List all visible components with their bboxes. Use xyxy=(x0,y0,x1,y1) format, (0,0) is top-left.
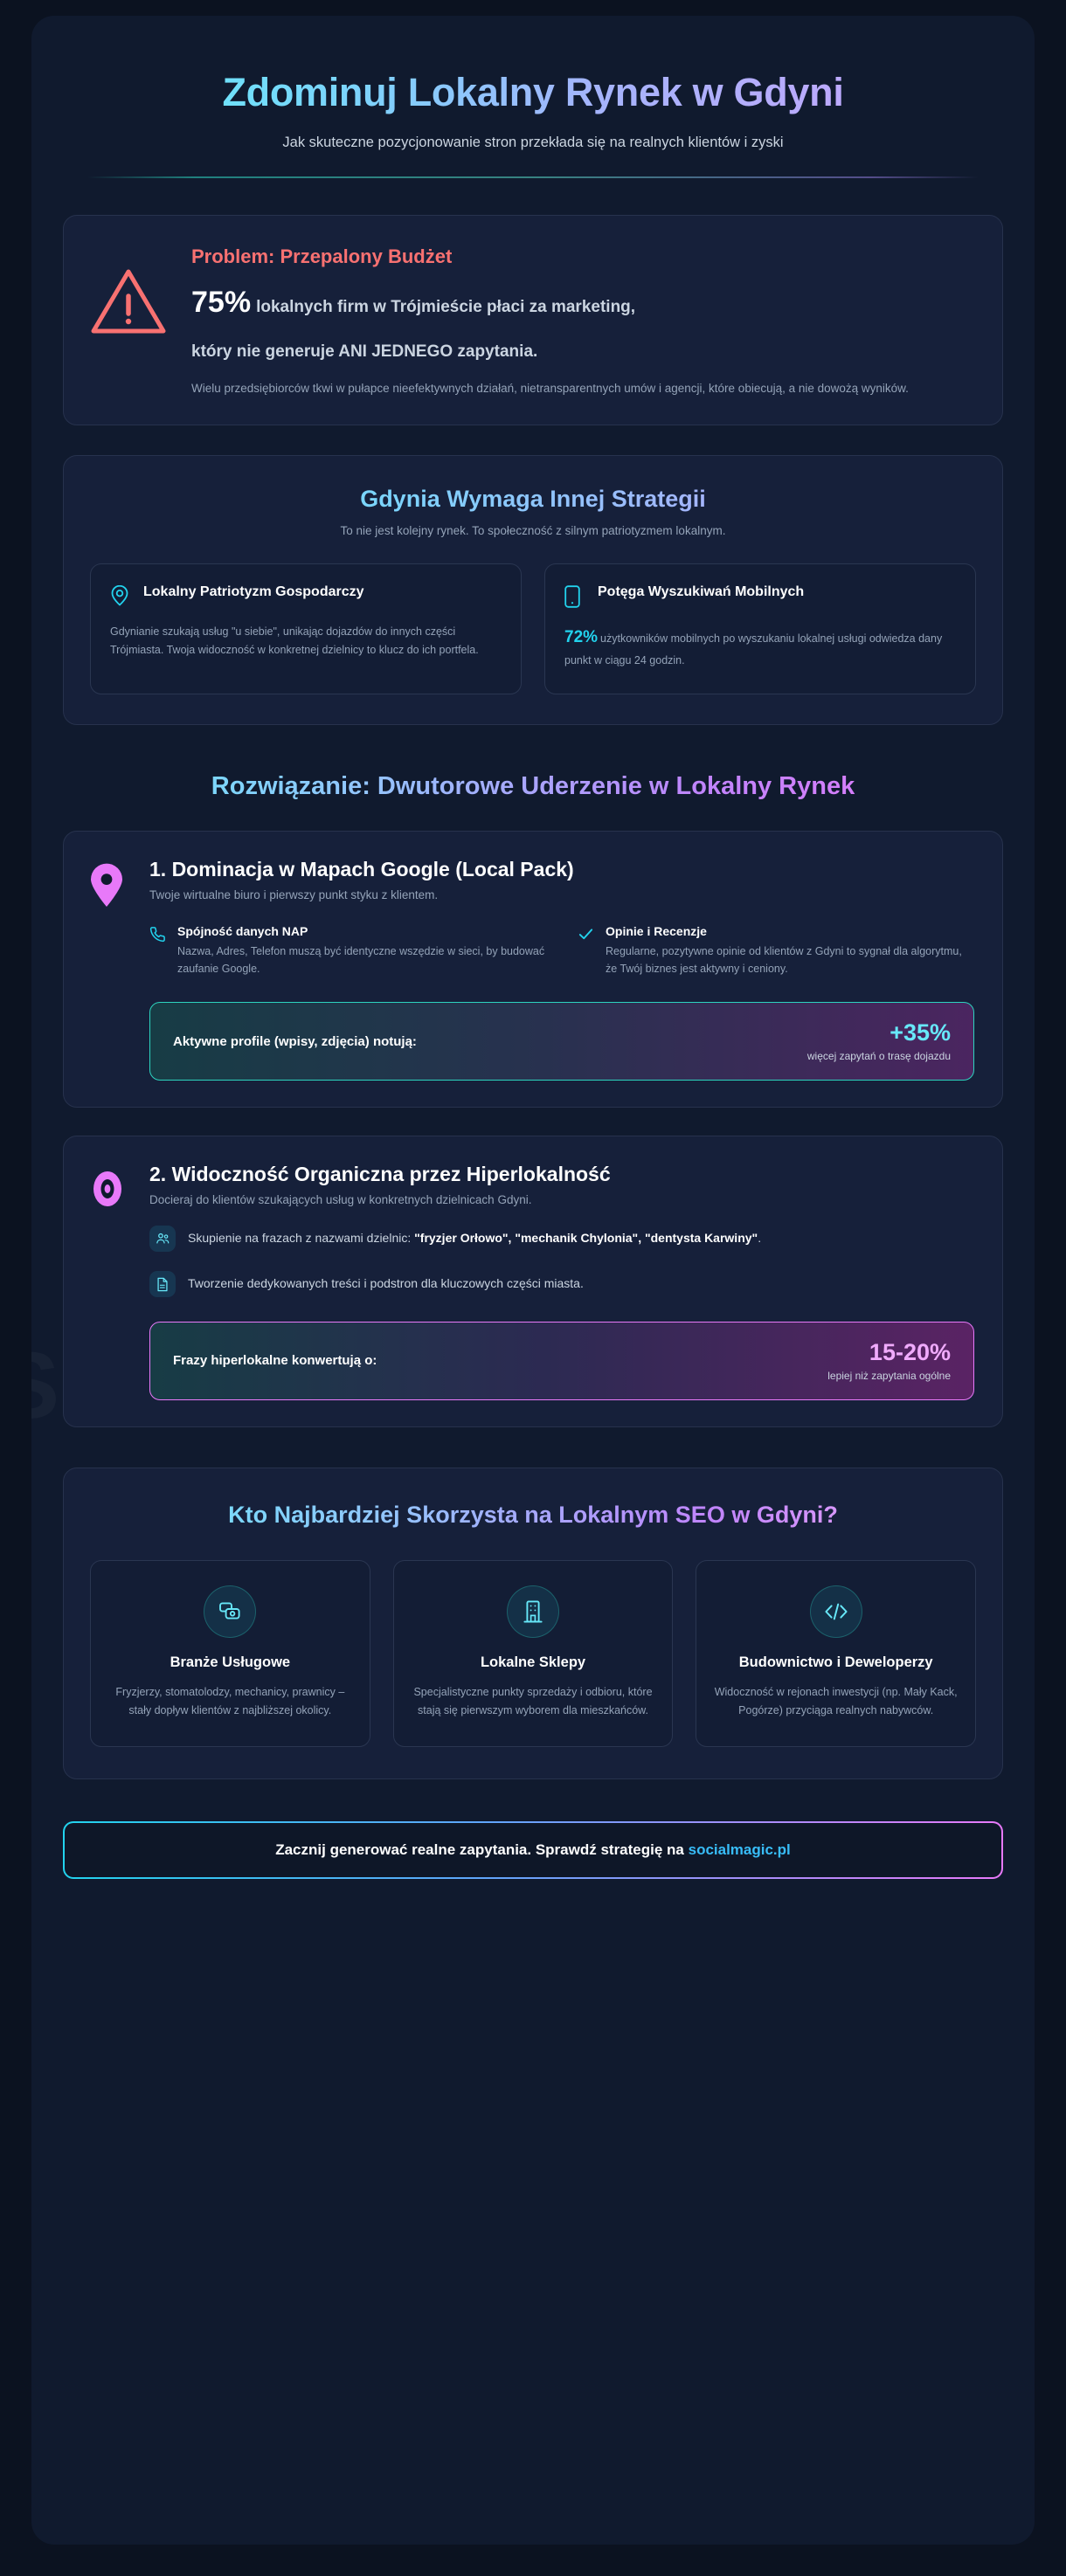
stat-banner-maps xyxy=(149,1002,974,1081)
bullet-row-text xyxy=(188,1226,761,1248)
problem-card xyxy=(63,215,1003,425)
pillar-body xyxy=(149,1163,974,1400)
header-divider xyxy=(87,176,979,178)
problem-body xyxy=(191,242,973,398)
bullet-nap-consistency xyxy=(149,924,546,977)
audience-item-text: Fryzjerzy, stomatolodzy, mechanicy, prawnicy – stały dopływ klientów z najbliższej okolicy. xyxy=(115,1686,345,1716)
audience-item-title: Branże Usługowe xyxy=(170,1654,291,1670)
pillar-subtitle: Twoje wirtualne biuro i pierwszy punkt styku z klientem. xyxy=(149,888,439,902)
bullet-text: Nazwa, Adres, Telefon muszą być identyczne wszędzie w sieci, by budować zaufanie Google. xyxy=(177,945,545,976)
audience-item-text: Widoczność w rejonach inwestycji (np. Mały Kack, Pogórze) przyciąga realnych nabywców. xyxy=(714,1686,958,1716)
header xyxy=(63,51,1003,178)
smartphone-icon xyxy=(564,584,585,612)
bullet-title: Spójność danych NAP xyxy=(177,924,308,939)
strategy-item-text: Gdynianie szukają usług "u siebie", unikając dojazdów do innych części Trójmiasta. Twoja widoczność w konkretnej dzielnicy to klucz do ich portfela. xyxy=(110,625,479,656)
strategy-item-title: Lokalny Patriotyzm Gospodarczy xyxy=(143,584,364,600)
audience-item-construction xyxy=(696,1560,976,1747)
pillar-subtitle: Docieraj do klientów szukających usług w konkretnych dzielnicach Gdyni. xyxy=(149,1193,532,1207)
bullet-row-content xyxy=(149,1271,974,1297)
stat-banner-right xyxy=(827,1340,951,1382)
audience-item-title: Lokalne Sklepy xyxy=(480,1654,586,1670)
cta-text xyxy=(86,1841,980,1859)
page-title: Zdominuj Lokalny Rynek w Gdyni xyxy=(140,70,926,116)
infographic-frame xyxy=(31,16,1035,2545)
stat-banner-organic xyxy=(149,1322,974,1400)
bullet-content xyxy=(177,924,546,977)
code-icon xyxy=(810,1585,862,1638)
map-pin-icon xyxy=(110,584,131,611)
pillar-title: 2. Widoczność Organiczna przez Hiperlokalność xyxy=(149,1163,611,1186)
strategy-card xyxy=(63,455,1003,725)
document-icon xyxy=(149,1271,176,1297)
strategy-item-text-body: użytkowników mobilnych po wyszukaniu lokalnej usługi odwiedza dany punkt w ciągu 24 godzin. xyxy=(564,632,943,667)
strategy-item-local-patriotism xyxy=(90,563,522,694)
eye-icon xyxy=(88,1163,128,1214)
audience-item-title: Budownictwo i Deweloperzy xyxy=(738,1654,933,1670)
stat-banner-caption: lepiej niż zapytania ogólne xyxy=(827,1369,951,1382)
problem-stat-line2: który nie generuje ANI JEDNEGO zapytania. xyxy=(191,342,538,361)
pillar-title: 1. Dominacja w Mapach Google (Local Pack) xyxy=(149,858,574,881)
cta-link[interactable]: socialmagic.pl xyxy=(688,1840,791,1858)
bullet-title: Opinie i Recenzje xyxy=(606,924,707,939)
cta-banner[interactable] xyxy=(63,1821,1003,1879)
audience-grid xyxy=(90,1560,976,1747)
content-root xyxy=(63,51,1003,1879)
problem-stat-line2-wrap xyxy=(191,339,973,365)
stat-banner-value: 15-20% xyxy=(869,1339,951,1366)
storefront-icon xyxy=(204,1585,256,1638)
strategy-item-header xyxy=(110,584,502,611)
strategy-item-header xyxy=(564,584,956,612)
strategy-card-grid xyxy=(90,563,976,694)
audience-item-services xyxy=(90,1560,370,1747)
bullet-row-suffix: . xyxy=(758,1231,762,1246)
pillar-card-maps xyxy=(63,831,1003,1108)
page-subtitle: Jak skuteczne pozycjonowanie stron przekłada się na realnych klientów i zyski xyxy=(282,134,784,150)
strategy-item-accent: 72% xyxy=(564,628,599,647)
pillar-bullet-grid xyxy=(149,924,974,977)
bullet-row-prefix: Tworzenie dedykowanych treści i podstron dla kluczowych części miasta. xyxy=(188,1276,584,1291)
audience-heading: Kto Najbardziej Skorzysta na Lokalnym SEO w Gdyni? xyxy=(90,1500,976,1530)
audience-item-shops xyxy=(393,1560,674,1747)
strategy-subheading: To nie jest kolejny rynek. To społeczność z silnym patriotyzmem lokalnym. xyxy=(340,524,726,538)
bullet-text: Regularne, pozytywne opinie od klientów z Gdyni to sygnał dla algorytmu, że Twój biznes jest aktywny i ceniony. xyxy=(606,945,962,976)
stat-banner-label: Aktywne profile (wpisy, zdjęcia) notują: xyxy=(173,1033,417,1049)
problem-stat-line1: lokalnych firm w Trójmieście płaci za marketing, xyxy=(256,298,636,317)
bullet-reviews xyxy=(578,924,974,977)
problem-title: Problem: Przepalony Budżet xyxy=(191,245,453,268)
problem-note: Wielu przedsiębiorców tkwi w pułapce nieefektywnych działań, nietransparentnych umów i agencji, które obiecują, a nie dowożą wyników. xyxy=(191,381,909,395)
map-pin-filled-icon xyxy=(88,858,128,913)
pillar-body xyxy=(149,858,974,1081)
audience-card xyxy=(63,1468,1003,1779)
stat-banner-label: Frazy hiperlokalne konwertują o: xyxy=(173,1353,377,1369)
bullet-row-districts xyxy=(149,1226,974,1252)
cta-label: Zacznij generować realne zapytania. Sprawdź strategię na xyxy=(275,1840,689,1858)
stat-banner-caption: więcej zapytań o trasę dojazdu xyxy=(806,1050,951,1063)
stat-banner-right xyxy=(807,1020,951,1062)
check-icon xyxy=(578,924,595,947)
strategy-item-text xyxy=(564,625,956,669)
solution-heading: Rozwiązanie: Dwutorowe Uderzenie w Lokalny Rynek xyxy=(63,770,1003,803)
users-icon xyxy=(149,1226,176,1252)
problem-stat xyxy=(191,279,973,326)
strategy-item-title: Potęga Wyszukiwań Mobilnych xyxy=(598,584,805,600)
bullet-row-bold: "fryzjer Orłowo", "mechanik Chylonia", "dentysta Karwiny" xyxy=(414,1231,758,1246)
bullet-row-prefix: Skupienie na frazach z nazwami dzielnic: xyxy=(188,1231,415,1246)
strategy-item-mobile-search xyxy=(544,563,976,694)
pillar-card-organic xyxy=(63,1136,1003,1427)
audience-item-text: Specjalistyczne punkty sprzedaży i odbioru, które stają się pierwszym wyborem dla mieszkańców. xyxy=(413,1686,653,1716)
warning-triangle-icon xyxy=(88,242,169,342)
stat-banner-value: +35% xyxy=(889,1019,951,1046)
cta-inner[interactable] xyxy=(65,1823,1001,1877)
strategy-heading: Gdynia Wymaga Innej Strategii xyxy=(90,486,976,513)
bullet-content xyxy=(606,924,974,977)
problem-stat-value: 75% xyxy=(191,286,252,320)
phone-icon xyxy=(149,924,167,947)
bullet-row-text xyxy=(188,1271,584,1294)
building-icon xyxy=(507,1585,559,1638)
